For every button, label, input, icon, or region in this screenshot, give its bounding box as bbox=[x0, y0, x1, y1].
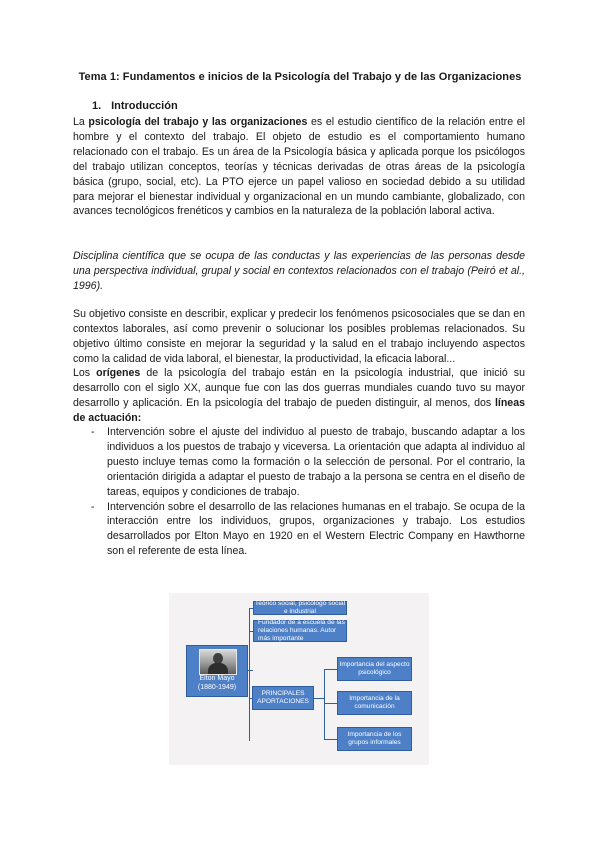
p4-bold-origins: orígenes bbox=[96, 367, 141, 379]
paragraph-definition bbox=[73, 115, 525, 219]
box-psychological-aspect: Importancia del aspecto psicológico bbox=[337, 657, 412, 681]
box-informal-groups: Importancia de los grupos informales bbox=[337, 727, 412, 751]
p4-text-2: de la psicología del trabajo están en la psicología industrial, que inició su desarrollo con el siglo XX, aunque fue con las dos guerras mundiales cuando tuvo su mayor desarrollo y aplicación. En la psicología del trabajo de pueden distinguir, al menos, dos bbox=[73, 367, 525, 409]
box-founder: Fundador de a escuela de las relaciones humanas. Autor más importante bbox=[253, 620, 347, 642]
elton-mayo-diagram bbox=[169, 593, 429, 765]
p4-text-1: Los bbox=[73, 367, 97, 379]
box-main-contributions: PRINCIPALES APORTACIONES bbox=[252, 686, 314, 710]
person-name: Elton Mayo bbox=[199, 675, 235, 682]
list-dash: - bbox=[91, 426, 95, 438]
connector-line bbox=[314, 698, 324, 699]
list-item bbox=[91, 500, 525, 560]
paragraph-quote: Disciplina científica que se ocupa de las conductas y las experiencias de las personas desde una perspectiva individual, grupal y social en contextos relacionados con el trabajo (Peiró et al., 1996). bbox=[73, 250, 525, 292]
portrait-image bbox=[199, 649, 237, 675]
p4-bold-lines: líneas de actuación: bbox=[73, 396, 525, 424]
list-item-text: Intervención sobre el ajuste del individuo al puesto de trabajo, buscando adaptar a los individuos a los puestos de trabajo y viceversa. La orientación que adapta al individuo al puesto incluye temas como la formación o la selección de personal. Por el contrario, la orientación dirigida a adaptar el puesto de trabajo a la persona se centra en el diseño de tareas, equipos y condiciones de trabajo. bbox=[107, 426, 525, 498]
person-years: (1880-1949) bbox=[197, 684, 237, 691]
list-dash: - bbox=[91, 500, 95, 513]
p1-text-1: La bbox=[73, 116, 89, 128]
connector-line bbox=[324, 669, 325, 740]
portrait-body bbox=[208, 663, 228, 674]
section-heading bbox=[92, 100, 178, 112]
connector-line bbox=[249, 608, 250, 741]
list-item bbox=[91, 425, 525, 500]
box-role: Teórico social, psicólogo social e industrial bbox=[254, 600, 346, 615]
action-lines-list bbox=[91, 425, 525, 559]
connector-line bbox=[324, 703, 337, 704]
paragraph-objective: Su objetivo consiste en describir, explicar y predecir los fenómenos psicosociales que se dan en contextos laborales, así como prevenir o solucionar los posibles problemas relacionados. Su objetivo último consiste en mejorar la seguridad y la salud en el trabajo incluyendo aspectos como la calidad de vida laboral, el bienestar, la productividad, la eficacia laboral... bbox=[73, 308, 525, 365]
list-item-text: Intervención sobre el desarrollo de las relaciones humanas en el trabajo. Se ocupa de la interacción entre los individuos, grupos, organizaciones y trabajo. Los estudios desarrollados por Elton Mayo en 1920 en el Western Electric Company en Hawthorne son el referente de esta línea. bbox=[107, 500, 525, 558]
section-label: Introducción bbox=[111, 100, 178, 112]
p1-text-2: es el estudio científico de la relación entre el hombre y el contexto del trabajo. El objeto de estudio es el comportamiento humano relacionado con el trabajo. Es un área de la Psicología básica y aplicada porque los psicólogos del trabajo utilizan conceptos, teorías y técnicas derivadas de otras áreas de la psicología básica (grupo, social, etc). La PTO ejerce un papel valioso en sociedad debido a su utilidad para mejorar el bienestar individual y organizacional en un mundo cambiante, globalizado, con avances tecnológicos frenéticos y cambios en la naturaleza de la población laboral activa. bbox=[73, 116, 525, 218]
elton-mayo-card bbox=[186, 645, 248, 697]
connector-line bbox=[324, 669, 337, 670]
box-communication: Importancia de la comunicación bbox=[337, 691, 412, 715]
document-title: Tema 1: Fundamentos e inicios de la Psicología del Trabajo y de las Organizaciones bbox=[78, 71, 522, 83]
connector-line bbox=[324, 739, 337, 740]
section-number: 1. bbox=[92, 100, 102, 112]
paragraph-origins bbox=[73, 366, 525, 426]
p1-bold-term: psicología del trabajo y las organizaciones bbox=[88, 116, 308, 128]
